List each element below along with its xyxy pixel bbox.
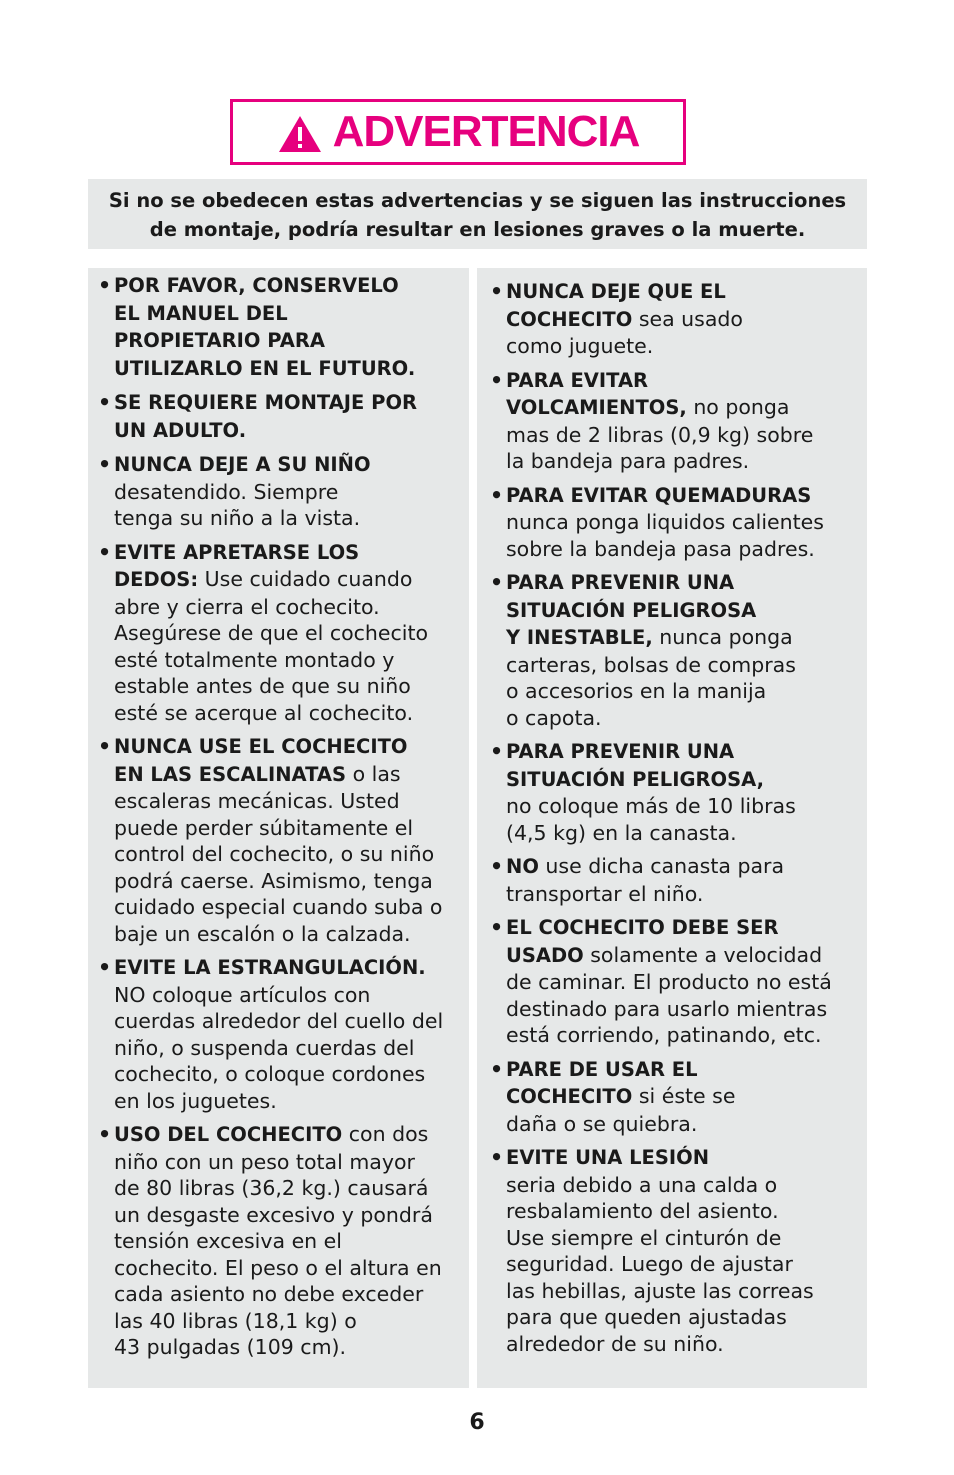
warning-line [114, 1334, 469, 1361]
warning-item [490, 914, 867, 1049]
warning-line [114, 647, 469, 674]
warning-line [506, 1251, 867, 1278]
warning-text: carteras, bolsas de compras [506, 652, 796, 677]
warning-text: alrededor de su niño. [506, 1331, 724, 1356]
warning-text: Asegúrese de que el cochecito [114, 621, 429, 645]
warning-text: o capota. [506, 705, 602, 730]
warning-line [506, 1278, 867, 1305]
warning-line [506, 1225, 867, 1252]
warning-line [506, 652, 867, 679]
warning-text: un desgaste excesivo y pondrá [114, 1202, 433, 1227]
warning-text: niño, o suspenda cuerdas del [114, 1035, 415, 1060]
warning-item [98, 389, 469, 444]
warning-line [506, 333, 867, 360]
warning-item [98, 954, 469, 1114]
warning-bold-text: EVITE APRETARSE LOS [114, 540, 360, 564]
warning-bold-text: SITUACIÓN PELIGROSA [506, 598, 757, 622]
warning-item [98, 539, 469, 727]
warning-item [98, 733, 469, 947]
bullet-marker: • [490, 279, 504, 303]
warning-text: nunca ponga [652, 625, 793, 649]
warning-line [506, 678, 867, 705]
warning-text: o las [346, 761, 401, 786]
warning-line [506, 422, 867, 449]
bullet-marker: • [98, 1122, 112, 1146]
warning-line [506, 738, 867, 766]
warning-text: niño con un peso total mayor [114, 1149, 415, 1174]
warning-bold-text: EL COCHECITO DEBE SER [506, 916, 779, 939]
warning-line [506, 914, 867, 942]
warning-bold-text: PARA EVITAR [506, 368, 649, 392]
warning-bold-text: PROPIETARIO PARA [114, 329, 325, 352]
warning-line [114, 539, 469, 567]
warning-text: o accesorios en la manija [506, 679, 767, 703]
warning-text: Use cuidado cuando [198, 567, 413, 591]
warning-text: las hebillas, ajuste las correas [506, 1278, 814, 1303]
warning-item [490, 367, 867, 475]
warning-text: NO coloque artículos con [114, 982, 371, 1007]
warning-line [114, 566, 469, 594]
warning-bold-text: EVITE UNA LESIÓN [506, 1146, 710, 1169]
bullet-marker: • [490, 915, 504, 939]
warning-line [114, 1202, 469, 1229]
warning-line [506, 881, 867, 908]
warning-text: Use siempre el cinturón de [506, 1225, 782, 1250]
warning-line [114, 733, 469, 761]
warning-line [114, 505, 469, 532]
warning-line [506, 597, 867, 625]
intro-notice [88, 179, 867, 249]
warning-line [506, 969, 867, 996]
warning-line [114, 954, 469, 982]
warning-line [506, 1198, 867, 1225]
warning-bold-text: NUNCA DEJE QUE EL [506, 280, 726, 303]
warning-line [506, 853, 867, 881]
warning-text: sea usado [632, 306, 743, 331]
warning-bold-text: PARA EVITAR QUEMADURAS [506, 483, 812, 507]
warning-line [506, 536, 867, 563]
warning-line [506, 569, 867, 597]
warning-bold-text: USADO [506, 943, 584, 967]
warning-text: control del cochecito, o su niño [114, 842, 435, 866]
warning-bold-text: EL MANUEL DEL [114, 301, 288, 325]
warning-text: cuidado especial cuando suba o [114, 895, 443, 919]
warning-line [506, 1111, 867, 1138]
warning-item [98, 272, 469, 382]
warning-text: puede perder súbitamente el [114, 815, 414, 840]
warning-bold-text: POR FAVOR, CONSERVELO [114, 274, 399, 297]
warning-item [490, 278, 867, 360]
warning-item [490, 1144, 867, 1357]
warning-line [114, 1008, 469, 1035]
warning-item [98, 451, 469, 532]
warning-line [114, 700, 469, 727]
bullet-marker: • [98, 955, 112, 979]
warning-bold-text: NO [506, 855, 539, 878]
warning-line [506, 394, 867, 422]
bullet-marker: • [490, 367, 504, 392]
warning-bold-text: SE REQUIERE MONTAJE POR [114, 391, 418, 414]
warning-line [506, 306, 867, 334]
warning-line [506, 1022, 867, 1049]
warning-text: cuerdas alrededor del cuello del [114, 1009, 444, 1033]
warning-text: con dos [342, 1122, 429, 1146]
warning-line [114, 479, 469, 506]
warning-bold-text: PARE DE USAR EL [506, 1057, 698, 1081]
warning-line [506, 482, 867, 510]
warning-line [506, 509, 867, 536]
warning-line [114, 451, 469, 479]
warning-line [114, 841, 469, 868]
warning-line [506, 278, 867, 306]
warning-text: nunca ponga liquidos calientes [506, 510, 824, 534]
warning-text: cochecito. El peso o el altura en [114, 1255, 442, 1280]
warning-text: sobre la bandeja pasa padres. [506, 536, 815, 561]
bullet-marker: • [98, 734, 112, 758]
warning-text: esté se acerque al cochecito. [114, 700, 414, 725]
warning-line [114, 868, 469, 895]
warning-text: tensión excesiva en el [114, 1229, 342, 1253]
warning-text: como juguete. [506, 334, 654, 358]
warning-line [114, 1061, 469, 1088]
warning-text: no ponga [686, 395, 790, 419]
warning-line [506, 1144, 867, 1172]
warning-bold-text: USO DEL COCHECITO [114, 1123, 343, 1146]
right-warning-column [477, 268, 867, 1388]
warning-text: daña o se quiebra. [506, 1111, 698, 1136]
warning-text: use dicha canasta para [538, 854, 785, 878]
warning-line [114, 982, 469, 1009]
warning-text: cada asiento no debe exceder [114, 1282, 424, 1306]
warning-bold-text: EN LAS ESCALINATAS [114, 762, 347, 786]
warning-triangle-icon [277, 114, 323, 154]
warning-text: transportar el niño. [506, 881, 704, 906]
warning-line [114, 272, 469, 300]
warning-line [114, 1255, 469, 1282]
warning-item [98, 1121, 469, 1361]
warning-text: solamente a velocidad [583, 942, 823, 967]
warning-text: mas de 2 libras (0,9 kg) sobre [506, 422, 814, 447]
warning-text: escaleras mecánicas. Usted [114, 789, 400, 813]
warning-line [114, 594, 469, 621]
bullet-marker: • [490, 482, 504, 507]
warning-text: podrá caerse. Asimismo, tenga [114, 868, 433, 893]
warning-text: no coloque más de 10 libras [506, 794, 796, 818]
warning-line [506, 705, 867, 732]
warning-bold-text: Y INESTABLE, [506, 626, 653, 649]
warning-line [114, 327, 469, 355]
warning-line [506, 793, 867, 820]
warning-item [490, 1056, 867, 1138]
warning-bold-text: VOLCAMIENTOS, [506, 396, 687, 419]
warning-line [114, 355, 469, 383]
warning-line [114, 1281, 469, 1308]
warning-line [114, 620, 469, 647]
warning-text: desatendido. Siempre [114, 479, 339, 504]
warning-line [114, 1149, 469, 1176]
warning-bold-text: COCHECITO [506, 307, 633, 331]
warning-text: baje un escalón o la calzada. [114, 921, 411, 946]
left-warning-column [88, 268, 469, 1388]
warning-line [114, 921, 469, 948]
warning-line [506, 1304, 867, 1331]
warning-bold-text: UN ADULTO. [114, 418, 247, 442]
bullet-marker: • [490, 570, 504, 594]
warning-bold-text: DEDOS: [114, 568, 199, 591]
intro-line: de montaje, podría resultar en lesiones graves o la muerte. [149, 218, 806, 241]
warning-text: de caminar. El producto no está [506, 970, 832, 994]
warning-bold-text: UTILIZARLO EN EL FUTURO. [114, 356, 416, 380]
warning-banner [230, 99, 686, 165]
warning-line [506, 624, 867, 652]
warning-text: destinado para usarlo mientras [506, 996, 828, 1021]
warning-line [506, 820, 867, 847]
bullet-marker: • [490, 854, 504, 878]
bullet-marker: • [98, 273, 112, 297]
warning-line [114, 815, 469, 842]
warning-line [114, 389, 469, 417]
warning-text: está corriendo, patinando, etc. [506, 1023, 822, 1047]
warning-line [506, 1083, 867, 1111]
warning-line [506, 996, 867, 1023]
warning-line [114, 673, 469, 700]
warning-text: abre y cierra el cochecito. [114, 594, 380, 619]
warning-text: (4,5 kg) en la canasta. [506, 820, 737, 845]
warning-text: tenga su niño a la vista. [114, 506, 361, 530]
warning-line [114, 1088, 469, 1115]
warning-item [490, 738, 867, 846]
warning-text: si éste se [632, 1084, 736, 1108]
warning-item [490, 482, 867, 563]
warning-bold-text: PARA PREVENIR UNA [506, 571, 735, 594]
warning-line [506, 1056, 867, 1084]
bullet-marker: • [98, 539, 112, 564]
warning-line [114, 788, 469, 815]
warning-line [506, 1331, 867, 1358]
warning-line [114, 300, 469, 328]
warning-line [114, 1228, 469, 1255]
warning-line [114, 1121, 469, 1149]
warning-line [114, 1035, 469, 1062]
intro-line: Si no se obedecen estas advertencias y se siguen las instrucciones [108, 189, 847, 212]
warning-text: para que queden ajustadas [506, 1305, 787, 1329]
warning-text: de 80 libras (36,2 kg.) causará [114, 1176, 429, 1200]
warning-line [114, 417, 469, 445]
warning-text: resbalamiento del asiento. [506, 1199, 779, 1223]
warning-text: esté totalmente montado y [114, 647, 395, 672]
warning-line [506, 448, 867, 475]
bullet-marker: • [490, 1056, 504, 1081]
warning-bold-text: COCHECITO [506, 1085, 633, 1108]
warning-line [114, 761, 469, 789]
warning-text: en los juguetes. [114, 1088, 277, 1113]
warning-bold-text: EVITE LA ESTRANGULACIÓN. [114, 956, 426, 979]
warning-item [490, 569, 867, 731]
warning-bold-text: PARA PREVENIR UNA [506, 740, 735, 763]
warning-line [114, 1175, 469, 1202]
warning-bold-text: NUNCA USE EL COCHECITO [114, 735, 408, 758]
bullet-marker: • [98, 452, 112, 476]
warning-text: cochecito, o coloque cordones [114, 1062, 426, 1086]
warning-text: la bandeja para padres. [506, 449, 750, 473]
warning-line [506, 766, 867, 794]
warning-text: estable antes de que su niño [114, 674, 411, 698]
warning-line [114, 1308, 469, 1335]
warning-text: seguridad. Luego de ajustar [506, 1252, 793, 1276]
warning-bold-text: SITUACIÓN PELIGROSA, [506, 767, 764, 791]
warning-line [506, 367, 867, 395]
bullet-marker: • [490, 1145, 504, 1169]
bullet-marker: • [490, 739, 504, 763]
warning-text: seria debido a una calda o [506, 1172, 778, 1197]
bullet-marker: • [98, 390, 112, 414]
warning-text: 43 pulgadas (109 cm). [114, 1335, 347, 1359]
warning-text: las 40 libras (18,1 kg) o [114, 1308, 357, 1333]
warning-item [490, 853, 867, 907]
page-number: 6 [469, 1410, 485, 1435]
warning-title: ADVERTENCIA [332, 107, 640, 156]
warning-line [506, 942, 867, 970]
warning-line [114, 894, 469, 921]
warning-bold-text: NUNCA DEJE A SU NIÑO [114, 453, 371, 476]
warning-line [506, 1172, 867, 1199]
